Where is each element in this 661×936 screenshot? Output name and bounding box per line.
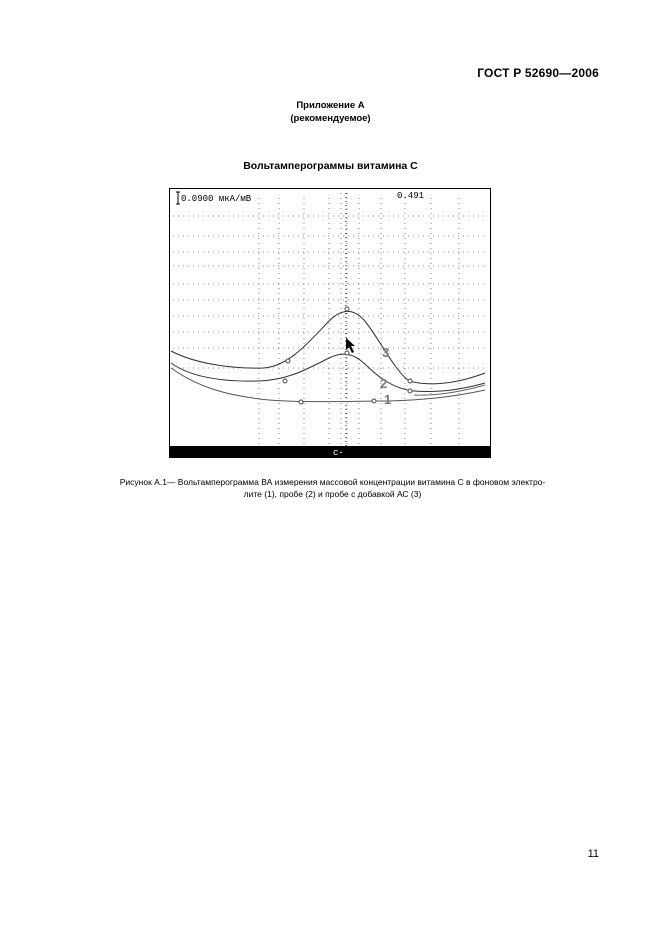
figure-caption	[60, 476, 605, 500]
caption-line-1: Рисунок А.1— Вольтамперограмма ВА измерения массовой концентрации витамина С в фоновом электро-	[119, 477, 546, 487]
plot-frame	[170, 189, 491, 458]
status-bar-text: с-	[333, 448, 344, 458]
status-bar	[169, 446, 491, 458]
curve-label-2: 2	[380, 376, 388, 391]
appendix-heading	[0, 99, 661, 125]
standard-code: ГОСТ Р 52690—2006	[477, 66, 599, 80]
cursor-readout: 0.491	[397, 191, 425, 201]
voltammogram-plot	[169, 188, 491, 458]
curve-label-3: 3	[382, 345, 390, 360]
page-number: 11	[587, 848, 599, 860]
voltammogram-figure	[169, 188, 491, 458]
curve-label-1: 1	[384, 392, 392, 407]
scale-readout: 0.0900 мкА/мВ	[181, 194, 252, 204]
caption-line-2: лите (1), пробе (2) и пробе с добавкой АС (3)	[243, 489, 422, 499]
figure-title: Вольтамперограммы витамина С	[243, 160, 418, 172]
appendix-status: (рекомендуемое)	[290, 113, 371, 124]
appendix-title: Приложение А	[296, 100, 365, 111]
